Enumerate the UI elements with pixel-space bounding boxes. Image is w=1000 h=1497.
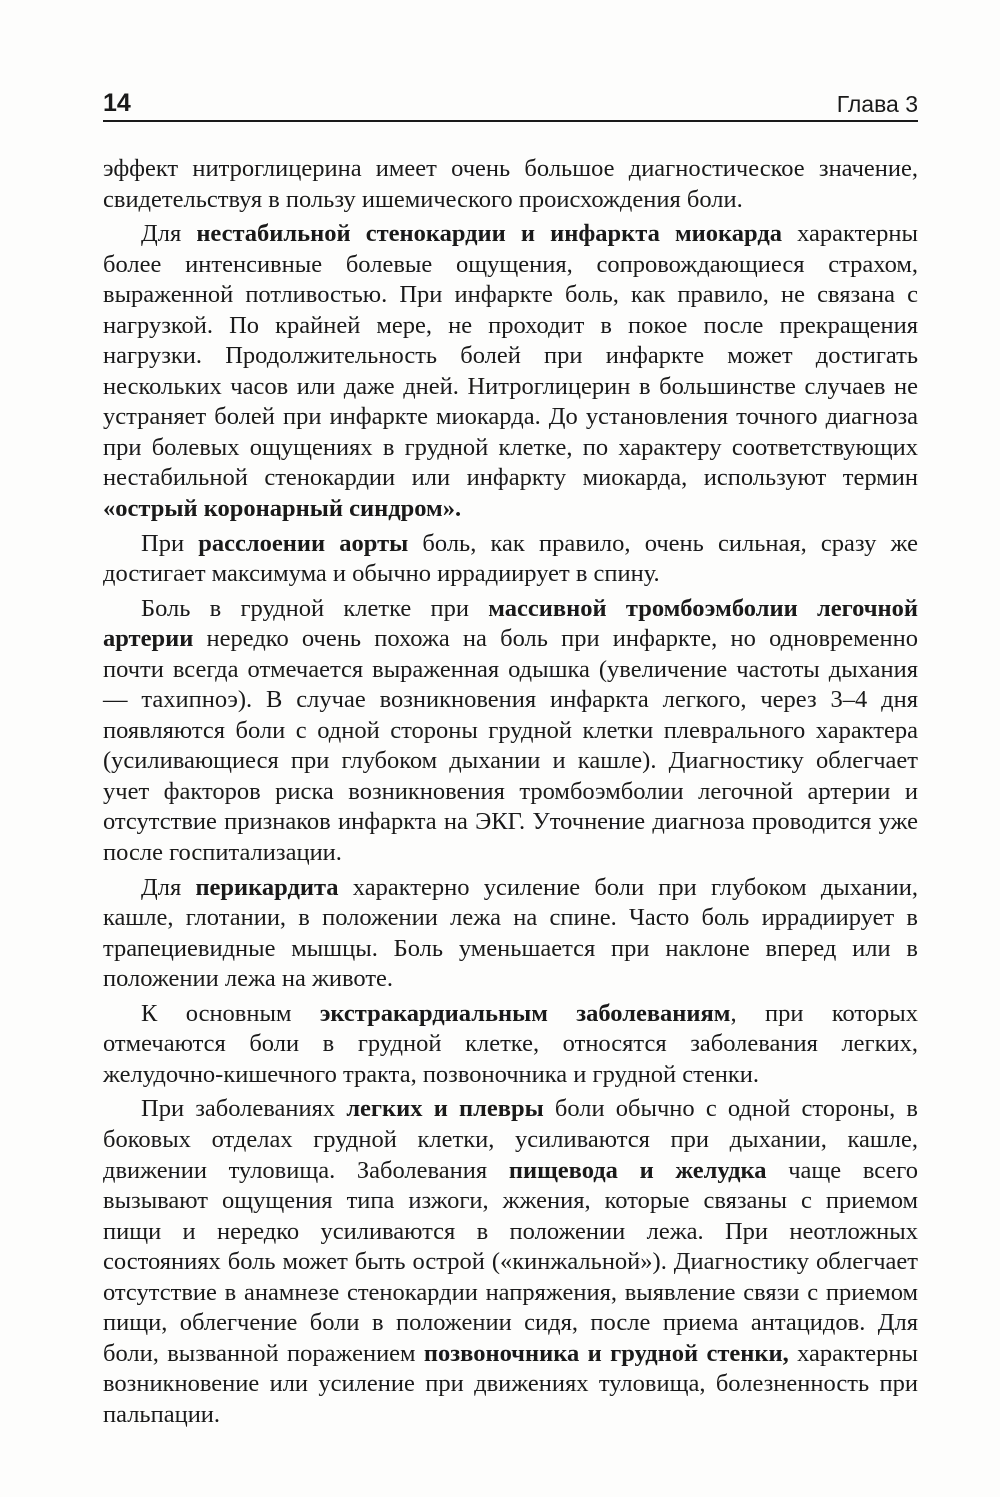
bold-term: пищевода и желудка: [508, 1156, 767, 1184]
bold-term: нестабильной стенокардии и инфаркта миокарда: [196, 220, 782, 248]
page-number: 14: [103, 89, 131, 117]
paragraph-nitroglycerin-effect: [103, 154, 918, 215]
body-text: [103, 154, 918, 1430]
text-run: Для: [141, 873, 196, 901]
bold-term: «острый коронарный синдром».: [103, 495, 462, 523]
text-run: чаще всего вызывают ощущения типа изжоги, жжения, которые связаны с приемом пищи и нередко усиливаются в положении лежа. При неотложных состояниях боль может быть острой («кинжальной»). Диагностику облегчает отсутствие в анамнезе стенокардии напряжения, выявление связи с приемом пищи, облегчение боли в положении сидя, после приема антацидов. Для боли, вызванной поражением: [103, 1156, 918, 1367]
bold-term: экстракардиальным заболеваниям: [319, 999, 731, 1027]
paragraph-unstable-angina: [103, 219, 918, 524]
text-run: При: [141, 529, 199, 557]
text-run: характерно усиление боли при глубоком дыхании, кашле, глотании, в положении лежа на спине. Часто боль иррадиирует в трапециевидные мышцы. Боль уменьшается при наклоне вперед или в положении лежа на животе.: [103, 873, 919, 993]
paragraph-lungs-stomach-spine: [103, 1094, 918, 1430]
text-run: боли обычно с одной стороны, в боковых отделах грудной клетки, усиливаются при дыхании, кашле, движении туловища. Заболевания: [103, 1095, 918, 1184]
paragraph-pulmonary-embolism: [103, 594, 918, 869]
bold-term: массивной тромбоэмболии легочной артерии: [103, 594, 918, 653]
paragraph-pericarditis: [103, 873, 918, 995]
text-run: Боль в грудной клетке при: [141, 594, 489, 622]
text-run: К основным: [141, 999, 320, 1027]
text-run: , при которых отмечаются боли в грудной клетке, относятся заболевания легких, желудочно-кишечного тракта, позвоночника и грудной стенки.: [103, 999, 919, 1088]
paragraph-extracardiac: [103, 999, 918, 1091]
bold-term: легких и плевры: [346, 1095, 544, 1123]
bold-term: расслоении аорты: [198, 529, 409, 557]
bold-term: позвоночника и грудной стенки,: [423, 1339, 789, 1367]
text-run: боль, как правило, очень сильная, сразу же достигает максимума и обычно иррадиирует в спину.: [103, 529, 919, 588]
text-run: эффект нитроглицерина имеет очень большое диагностическое значение, свидетельствуя в пользу ишемического происхождения боли.: [103, 155, 918, 213]
text-run: характерны более интенсивные болевые ощущения, сопровождающиеся страхом, выраженной потливостью. При инфаркте боль, как правило, не связана с нагрузкой. По крайней мере, не проходит в покое после прекращения нагрузки. Продолжительность болей при инфаркте может достигать нескольких часов или даже дней. Нитроглицерин в большинстве случаев не устраняет болей при инфаркте миокарда. До установления точного диагноза при болевых ощущениях в грудной клетке, по характеру соответствующих нестабильной стенокардии или инфаркту миокарда, используют термин: [103, 220, 918, 492]
bold-term: перикардита: [195, 873, 339, 901]
text-run: При заболеваниях: [141, 1095, 347, 1123]
text-run: характерны возникновение или усиление при движениях туловища, болезненность при пальпации.: [103, 1339, 918, 1428]
text-run: нередко очень похожа на боль при инфаркте, но одновременно почти всегда отмечается выраженная одышка (увеличение частоты дыхания — тахипноэ). В случае возникновения инфаркта легкого, через 3–4 дня появляются боли с одной стороны грудной клетки плеврального характера (усиливающиеся при глубоком дыхании и кашле). Диагностику облегчает учет факторов риска возникновения тромбоэмболии легочной артерии и отсутствие признаков инфаркта на ЭКГ. Уточнение диагноза проводится уже после госпитализации.: [103, 625, 918, 867]
text-run: Для: [141, 220, 197, 248]
chapter-title: Глава 3: [836, 91, 918, 117]
paragraph-aortic-dissection: [103, 529, 918, 590]
running-header: [103, 84, 918, 122]
